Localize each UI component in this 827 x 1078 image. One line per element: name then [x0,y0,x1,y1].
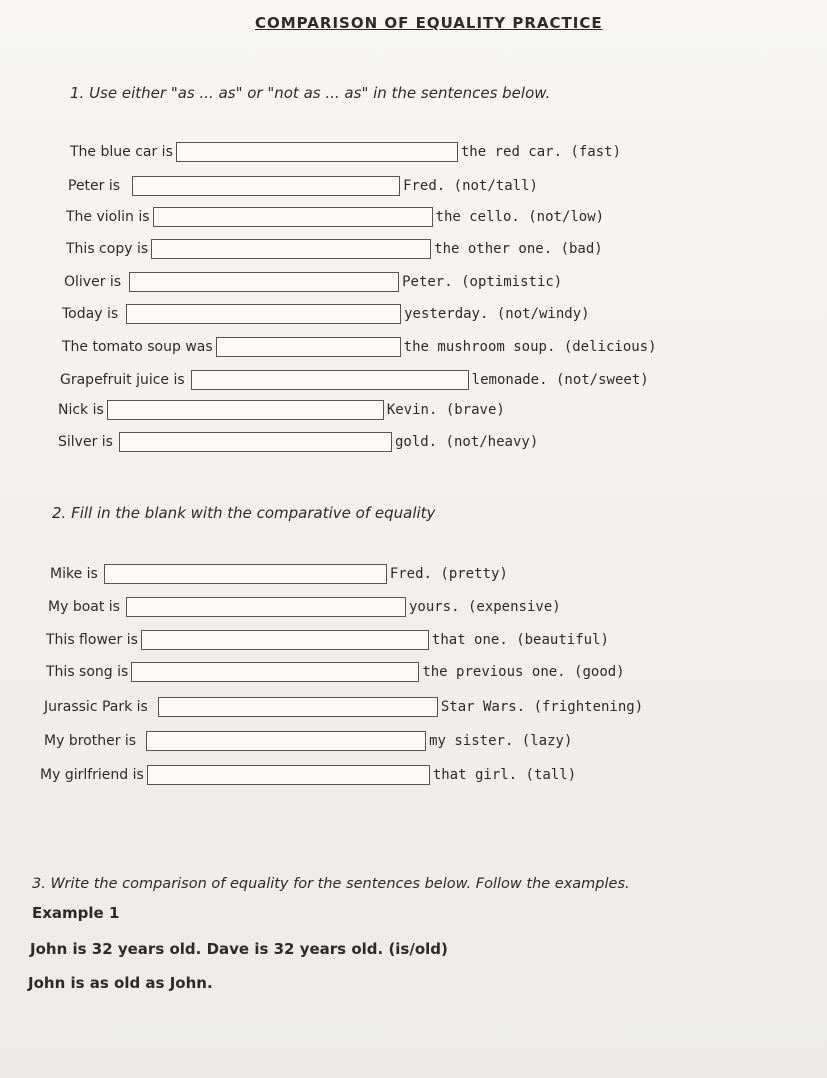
sentence-stem: This flower is [46,632,138,648]
sentence-stem: Peter is [68,178,121,194]
example-label: Example 1 [32,904,120,922]
list-item [46,630,609,650]
sentence-stem: Jurassic Park is [44,699,148,715]
sentence-tail: yours. (expensive) [408,599,561,615]
list-item [68,176,538,196]
sentence-tail: lemonade. (not/sweet) [471,372,649,388]
list-item [66,207,604,227]
answer-input[interactable] [191,370,469,390]
sentence-stem: The tomato soup was [62,339,213,355]
list-item [70,142,621,162]
answer-input[interactable] [153,207,433,227]
sentence-tail: the red car. (fast) [460,144,622,160]
sentence-stem: Silver is [58,434,113,450]
answer-input[interactable] [126,304,401,324]
answer-input[interactable] [131,662,419,682]
list-item [58,432,538,452]
answer-input[interactable] [176,142,458,162]
sentence-tail: the cello. (not/low) [435,209,605,225]
sentence-tail: that one. (beautiful) [431,632,609,648]
sentence-tail: Peter. (optimistic) [402,274,563,290]
sentence-tail: gold. (not/heavy) [394,434,539,450]
sentence-tail: the other one. (bad) [434,241,603,257]
answer-input[interactable] [146,731,426,751]
answer-input[interactable] [119,432,392,452]
list-item [44,731,572,751]
sentence-stem: My girlfriend is [40,767,144,783]
sentence-tail: Kevin. (brave) [386,402,505,418]
answer-input[interactable] [147,765,430,785]
list-item [60,370,649,390]
sentence-stem: Mike is [50,566,98,582]
sentence-stem: Nick is [58,402,104,418]
example-sentence: John is 32 years old. Dave is 32 years old. (is/old) [30,940,448,958]
section2-instruction: 2. Fill in the blank with the comparative of equality [52,504,436,522]
example-answer: John is as old as John. [28,974,213,992]
sentence-stem: My boat is [48,599,120,615]
answer-input[interactable] [151,239,431,259]
sentence-stem: The blue car is [70,144,173,160]
sentence-tail: the previous one. (good) [422,664,625,680]
sentence-stem: My brother is [44,733,137,749]
sentence-stem: This copy is [66,241,149,257]
answer-input[interactable] [158,697,438,717]
list-item [46,662,625,682]
list-item [64,272,562,292]
list-item [44,697,643,717]
sentence-stem: Oliver is [64,274,122,290]
sentence-stem: This song is [46,664,129,680]
answer-input[interactable] [216,337,401,357]
section1-instruction: 1. Use either "as ... as" or "not as ... as" in the sentences below. [70,84,551,102]
list-item [48,597,561,617]
sentence-stem: Grapefruit juice is [60,372,185,388]
answer-input[interactable] [126,597,406,617]
section3-instruction: 3. Write the comparison of equality for the sentences below. Follow the examples. [32,876,630,892]
list-item [62,304,590,324]
list-item [50,564,508,584]
sentence-tail: my sister. (lazy) [429,733,573,749]
answer-input[interactable] [104,564,387,584]
list-item [40,765,576,785]
sentence-tail: that girl. (tall) [432,767,577,783]
sentence-tail: the mushroom soup. (delicious) [403,339,657,355]
sentence-tail: Star Wars. (frightening) [440,699,644,715]
answer-input[interactable] [107,400,384,420]
list-item [58,400,505,420]
answer-input[interactable] [141,630,429,650]
list-item [62,337,657,357]
list-item [66,239,603,259]
sentence-tail: Fred. (not/tall) [403,178,538,194]
answer-input[interactable] [132,176,400,196]
sentence-stem: Today is [62,306,119,322]
sentence-tail: Fred. (pretty) [389,566,508,582]
sentence-tail: yesterday. (not/windy) [404,306,590,322]
page-title: COMPARISON OF EQUALITY PRACTICE [255,14,603,32]
answer-input[interactable] [129,272,399,292]
sentence-stem: The violin is [66,209,150,225]
